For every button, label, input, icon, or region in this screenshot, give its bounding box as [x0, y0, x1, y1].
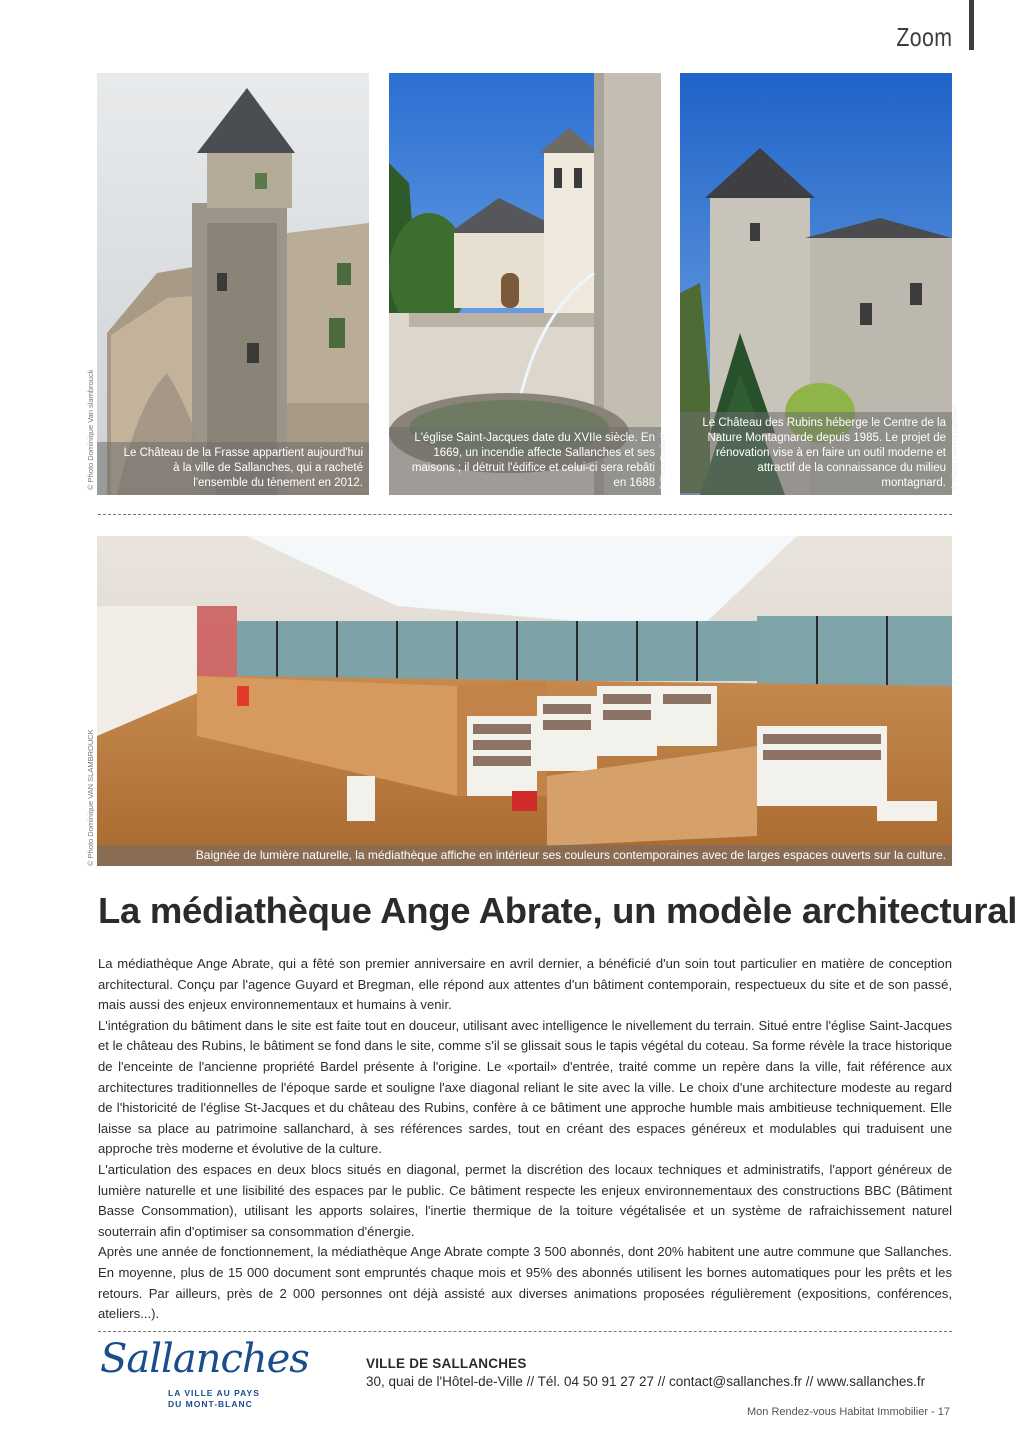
photo-caption: Le Château de la Frasse appartient aujourd'hui à la ville de Sallanches, qui a racheté l'ensemble du tènement en 2012. — [97, 442, 369, 495]
photo-caption: Le Château des Rubins héberge le Centre de la Nature Montagnarde depuis 1985. Le projet de rénovation vise à en faire un outil moderne et attractif de la connaissance du milieu montagnard. — [680, 412, 952, 495]
logo-wordmark: Sallanches — [100, 1336, 309, 1382]
article-paragraph: L'articulation des espaces en deux blocs situés en diagonal, permet la discrétion des locaux techniques et administratifs, l'apport généreux de lumière naturelle et une lisibilité des espaces par le public. Ce bâtiment respecte les enjeux environnementaux des constructions BBC (Bâtiment Basse Consommation), utilisant les apports solaires, l'inertie thermique de la toiture végétalisée et un système de rafraichissement naturel souterrain afin d'optimiser sa consommation d'énergie. — [98, 1161, 952, 1239]
photo-chateau-frasse — [97, 73, 369, 495]
photo-credit: © Photo Laurent Lambert — [950, 405, 959, 490]
page-footer: Mon Rendez-vous Habitat Immobilier - 17 — [747, 1406, 950, 1418]
contact-organization: VILLE DE SALLANCHES — [366, 1356, 527, 1371]
section-label: Zoom — [895, 22, 952, 52]
photo-eglise-saint-jacques — [389, 73, 661, 495]
sallanches-logo — [100, 1336, 315, 1412]
article-body — [98, 954, 952, 1325]
divider — [98, 1331, 952, 1332]
photo-caption: L'église Saint-Jacques date du XVIIe siècle. En 1669, un incendie affecte Sallanches et ses maisons ; il détruit l'édifice et celui-ci sera rebâti en 1688 — [389, 427, 661, 495]
article-paragraph: L'intégration du bâtiment dans le site est faite tout en douceur, utilisant avec intelligence le nivellement du terrain. Situé entre l'église Saint-Jacques et le château des Rubins, le bâtiment se fond dans le site, comme s'il se glissait sous le tapis végétal du coteau. Sa forme révèle la trace historique de l'enceinte de l'ancienne propriété Bardel présente à l'origine. Le «portail» d'entrée, traité comme un repère dans la ville, fait référence aux architectures traditionnelles de l'époque sarde et souligne l'axe diagonal reliant le site avec la ville. Le choix d'une architecture modeste au regard de l'historicité de l'église St-Jacques et du château des Rubins, confère à ce bâtiment une approche humble mais ambitieuse techniquement. Elle laisse sa place au patrimoine sallanchard, à ses références sardes, tout en créant des espaces généreux et modulables qui traduisent une approche très moderne et évolutive de la culture. — [98, 1017, 952, 1157]
photo-caption: Baignée de lumière naturelle, la médiathèque affiche en intérieur ses couleurs contemporaines avec de larges espaces ouverts sur la culture. — [97, 845, 952, 866]
photo-chateau-rubins — [680, 73, 952, 495]
photo-credit: © Photo Studio K — [658, 432, 667, 490]
photo-chateau-frasse-image — [97, 73, 369, 495]
logo-tagline: LA VILLE AU PAYS — [168, 1388, 260, 1398]
logo-tagline: DU MONT-BLANC — [168, 1399, 253, 1409]
article-title: La médiathèque Ange Abrate, un modèle architectural — [98, 890, 1018, 931]
divider — [98, 514, 952, 515]
photo-credit: © Photo Dominique VAN SLAMBROUCK — [86, 729, 95, 866]
contact-details: 30, quai de l'Hôtel-de-Ville // Tél. 04 50 91 27 27 // contact@sallanches.fr // www.sallanches.fr — [366, 1374, 926, 1389]
photo-credit: © Photo Dominique Van slambrouck — [86, 369, 95, 490]
section-bar — [969, 0, 974, 50]
photo-mediatheque-image — [97, 536, 952, 866]
photo-mediatheque-interior — [97, 536, 952, 866]
article-paragraph: Après une année de fonctionnement, la médiathèque Ange Abrate compte 3 500 abonnés, dont 20% habitent une autre commune que Sallanches. En moyenne, plus de 15 000 document sont empruntés chaque mois et 95% des abonnés utilisent les bornes automatiques pour les prêts et les retours. Par ailleurs, près de 2 000 personnes ont déjà assisté aux diverses animations proposées régulièrement (expositions, conférences, ateliers...). — [98, 1244, 952, 1322]
article-paragraph: La médiathèque Ange Abrate, qui a fêté son premier anniversaire en avril dernier, a bénéficié d'un soin tout particulier en matière de conception architectural. Conçu par l'agence Guyard et Bregman, elle répond aux attentes d'un bâtiment contemporain, respectueux du site et de son passé, mais aussi des enjeux environnementaux et humains à venir. — [98, 956, 952, 1013]
